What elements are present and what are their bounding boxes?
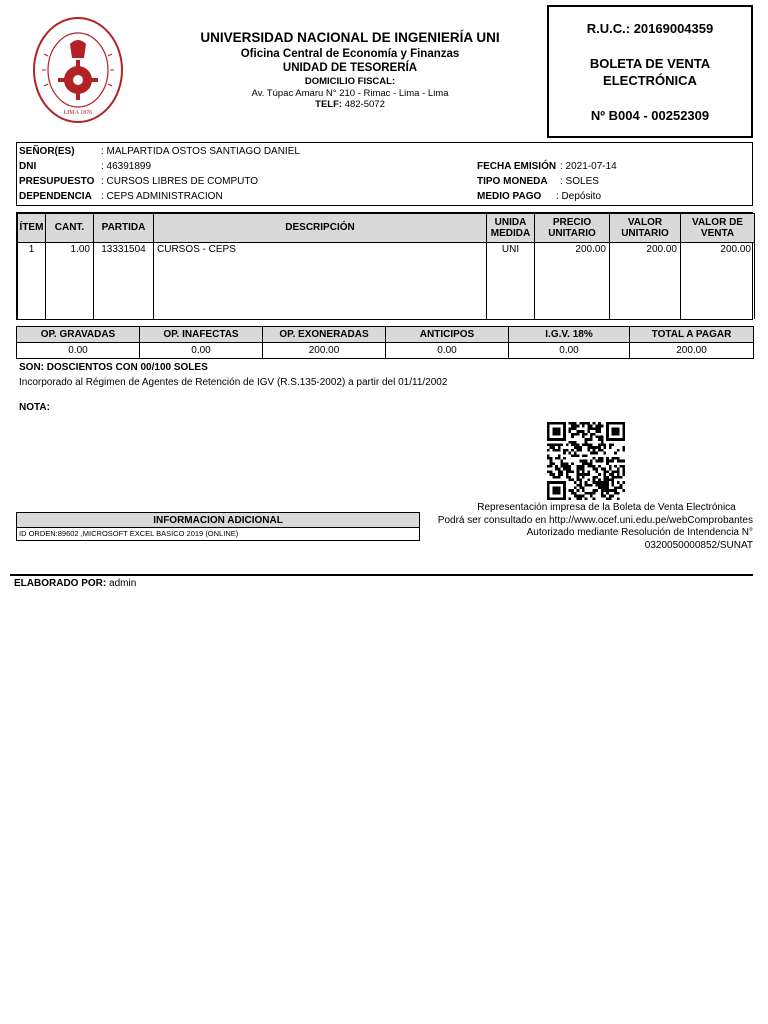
customer-name: : MALPARTIDA OSTOS SANTIAGO DANIEL xyxy=(101,146,300,157)
retention-note: Incorporado al Régimen de Agentes de Retención de IGV (R.S.135-2002) a partir del 01/11/2002 xyxy=(19,377,448,388)
col-description: DESCRIPCIÓN xyxy=(154,214,487,243)
customer-budget-label: PRESUPUESTO xyxy=(19,176,95,187)
col-price-line2: UNITARIO xyxy=(548,228,596,239)
customer-dependency-row xyxy=(19,191,223,202)
items-table xyxy=(16,212,753,320)
document-number: Nº B004 - 00252309 xyxy=(590,107,710,123)
customer-dni-label: DNI xyxy=(19,161,37,172)
footer-divider xyxy=(10,574,753,576)
customer-name-label: SEÑOR(ES) xyxy=(19,146,75,157)
address: Av. Túpac Amaru N° 210 - Rimac - Lima - Lima xyxy=(251,87,449,99)
document-box xyxy=(547,5,753,138)
customer-dni-row xyxy=(19,161,151,172)
office-name: Oficina Central de Economía y Finanzas xyxy=(240,47,460,60)
prepared-by xyxy=(14,578,136,589)
unit-name: UNIDAD DE TESORERÍA xyxy=(282,62,418,75)
payment-label: MEDIO PAGO xyxy=(477,191,542,202)
phone-label: TELF: xyxy=(315,99,343,111)
university-name: UNIVERSIDAD NACIONAL DE INGENIERÍA UNI xyxy=(200,30,500,45)
col-unit-line2: MEDIDA xyxy=(490,228,531,239)
col-value-line2: UNITARIO xyxy=(621,228,669,239)
amount-in-words: SON: DOSCIENTOS CON 00/100 SOLES xyxy=(19,362,208,373)
total-inafectas-header: OP. INAFECTAS xyxy=(140,327,263,343)
nota-label: NOTA: xyxy=(19,402,50,413)
total-gravadas: 0.00 xyxy=(17,343,140,359)
additional-info-box xyxy=(16,512,420,541)
legal-line1: Representación impresa de la Boleta de Venta Electrónica xyxy=(477,502,736,513)
legal-text xyxy=(420,502,753,552)
total-igv: 0.00 xyxy=(509,343,630,359)
table-row xyxy=(18,243,755,320)
row-sale: 200.00 xyxy=(681,243,755,320)
currency-label: TIPO MONEDA xyxy=(477,176,548,187)
col-partida: PARTIDA xyxy=(94,214,154,243)
col-price-line1: PRECIO xyxy=(552,216,592,228)
ruc-number: R.U.C.: 20169004359 xyxy=(586,21,714,36)
col-value xyxy=(610,214,681,243)
items-header-row xyxy=(18,214,755,243)
total-anticipos-header: ANTICIPOS xyxy=(386,327,509,343)
customer-box xyxy=(16,142,753,206)
col-unit xyxy=(487,214,535,243)
currency-row xyxy=(477,176,599,187)
row-value: 200.00 xyxy=(610,243,681,320)
phone-line xyxy=(185,99,515,111)
issue-date: : 2021-07-14 xyxy=(560,161,617,172)
customer-dependency: : CEPS ADMINISTRACION xyxy=(101,191,223,202)
col-sale xyxy=(681,214,755,243)
issue-date-row xyxy=(477,161,617,172)
row-item: 1 xyxy=(18,243,46,320)
col-sale-line1: VALOR DE xyxy=(692,216,743,228)
additional-info-value: ID ORDEN:89602 ,MICROSOFT EXCEL BASICO 2019 (ONLINE) xyxy=(19,529,239,538)
row-price: 200.00 xyxy=(535,243,610,320)
customer-dni: : 46391899 xyxy=(101,161,152,172)
legal-line3: Autorizado mediante Resolución de Intendencia N° 0320050000852/SUNAT xyxy=(526,527,753,551)
total-exoneradas-header: OP. EXONERADAS xyxy=(263,327,386,343)
totals-header-row xyxy=(17,327,754,343)
university-logo xyxy=(30,14,126,126)
customer-budget-row xyxy=(19,176,258,187)
document-type-line2: ELECTRÓNICA xyxy=(603,72,697,88)
address-label: DOMICILIO FISCAL: xyxy=(304,75,396,87)
row-unit: UNI xyxy=(487,243,535,320)
customer-dependency-label: DEPENDENCIA xyxy=(19,191,92,202)
additional-info-header: INFORMACION ADICIONAL xyxy=(17,513,419,528)
qr-code xyxy=(547,422,625,500)
prepared-by-value: admin xyxy=(109,578,137,589)
total-pay: 200.00 xyxy=(630,343,754,359)
currency: : SOLES xyxy=(560,176,599,187)
total-gravadas-header: OP. GRAVADAS xyxy=(17,327,140,343)
document-type-line1: BOLETA DE VENTA xyxy=(589,56,711,71)
total-exoneradas: 200.00 xyxy=(263,343,386,359)
total-pay-header: TOTAL A PAGAR xyxy=(630,327,754,343)
payment-row xyxy=(477,191,601,202)
issue-date-label: FECHA EMISIÓN xyxy=(477,161,557,172)
col-item: ÍTEM xyxy=(18,214,46,243)
col-price xyxy=(535,214,610,243)
col-unit-line1: UNIDA xyxy=(494,216,527,228)
total-inafectas: 0.00 xyxy=(140,343,263,359)
totals-table xyxy=(16,326,753,359)
legal-line2: Podrá ser consultado en http://www.ocef.uni.edu.pe/webComprobantes xyxy=(437,514,753,526)
totals-value-row xyxy=(17,343,754,359)
customer-budget: : CURSOS LIBRES DE COMPUTO xyxy=(101,176,259,187)
col-qty: CANT. xyxy=(46,214,94,243)
row-partida: 13331504 xyxy=(94,243,154,320)
row-qty: 1.00 xyxy=(46,243,94,320)
prepared-by-label: ELABORADO POR: xyxy=(14,578,107,589)
col-sale-line2: VENTA xyxy=(700,228,735,239)
customer-name-row xyxy=(19,146,300,157)
col-value-line1: VALOR xyxy=(627,216,663,228)
payment-method: : Depósito xyxy=(556,191,602,202)
total-anticipos: 0.00 xyxy=(386,343,509,359)
phone-number: 482-5072 xyxy=(344,99,385,111)
document-type xyxy=(549,56,751,90)
total-igv-header: I.G.V. 18% xyxy=(509,327,630,343)
svg-text:LIMA 1876: LIMA 1876 xyxy=(63,110,93,116)
issuer-header xyxy=(185,30,515,111)
row-description: CURSOS - CEPS xyxy=(154,243,487,320)
